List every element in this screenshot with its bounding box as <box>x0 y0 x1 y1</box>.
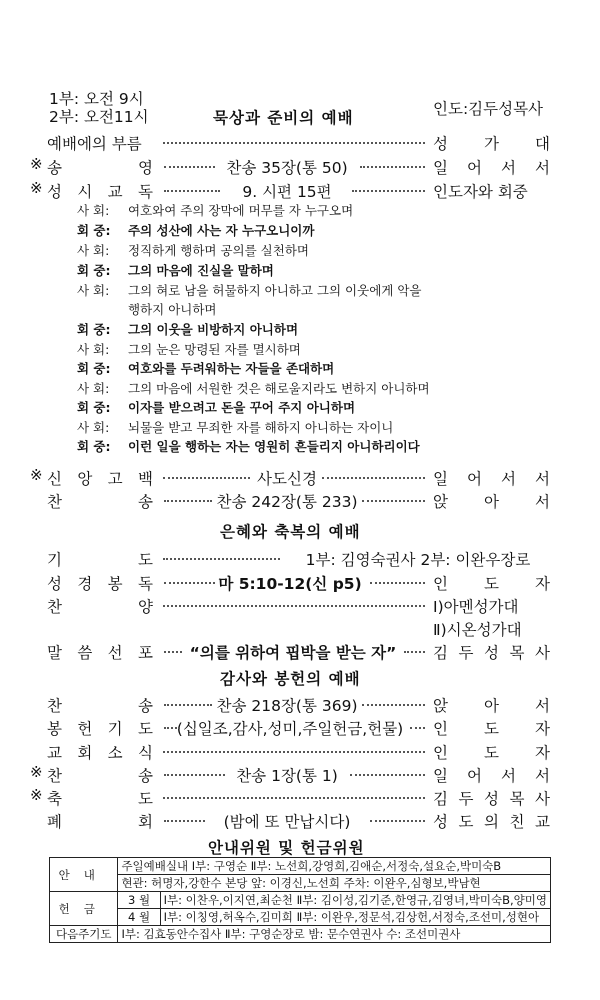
stand-mark: ※ <box>30 786 43 804</box>
table-row <box>50 892 551 909</box>
order-responsible: 일 어 서 서 <box>433 470 550 488</box>
service-time-1: 1부: 오전 9시 <box>49 90 144 108</box>
order-responsible: 성 도 의 친 교 <box>433 813 550 831</box>
litany-line: 행하지 아니하며 <box>128 302 217 317</box>
next-week-prayer-row: Ⅰ부: 김효동안수집사 Ⅱ부: 구영순장로 밤: 문수연권사 수: 조선미권사 <box>118 926 551 943</box>
leader-dots <box>362 704 425 706</box>
order-row <box>0 178 600 202</box>
order-content: 9. 시편 15편 <box>242 183 332 201</box>
order-label: 기 도 <box>47 551 153 569</box>
leader-dots <box>164 166 215 168</box>
leader-dots <box>404 651 425 653</box>
leader-dots <box>352 190 425 192</box>
leader-dots <box>370 820 425 822</box>
leader-dots <box>164 727 180 729</box>
litany-line: 여호와를 두려워하는 자들을 존대하며 <box>128 361 335 376</box>
litany-speaker: 회 중: <box>77 439 111 454</box>
order-label: 송 영 <box>47 159 153 177</box>
order-label: 교 회 소 식 <box>47 744 153 762</box>
order-row <box>0 808 600 832</box>
litany-line: 그의 이웃을 비방하지 아니하며 <box>128 322 299 337</box>
order-content: “의를 위하여 핍박을 받는 자” <box>189 644 397 662</box>
order-content: (십일조,감사,성미,주일헌금,헌물) <box>176 720 404 738</box>
litany-line: 이런 일을 행하는 자는 영원히 흔들리지 아니하리이다 <box>128 439 420 454</box>
order-label: 말 씀 선 포 <box>47 644 153 662</box>
stand-mark: ※ <box>30 155 43 173</box>
litany-speaker: 회 중: <box>77 322 111 337</box>
guide-label: 안내 <box>50 858 118 892</box>
leader-dots <box>360 166 425 168</box>
order-row <box>0 130 600 154</box>
order-row <box>0 715 600 739</box>
leader-dots <box>164 774 225 776</box>
order-row <box>0 639 600 663</box>
offering-label: 헌금 <box>50 892 118 926</box>
litany-speaker: 회 중: <box>77 361 111 376</box>
order-label: 폐 회 <box>47 813 153 831</box>
ushers-offering-table <box>49 857 551 943</box>
leader-dots <box>164 651 182 653</box>
order-label: 찬 송 <box>47 697 153 715</box>
order-responsible: 인도자와 회중 <box>433 183 528 201</box>
order-responsible: 성 가 대 <box>433 135 550 153</box>
litany-speaker: 사 회: <box>77 381 110 396</box>
order-responsible: 일 어 서 서 <box>433 767 550 785</box>
litany-speaker: 사 회: <box>77 243 110 258</box>
litany-speaker: 회 중: <box>77 400 111 415</box>
litany-line: 뇌물을 받고 무죄한 자를 해하지 아니하는 자이니 <box>128 420 394 435</box>
offering-month-1: 3 월 <box>118 892 160 909</box>
order-content: 사도신경 <box>257 470 317 488</box>
order-row <box>0 488 600 512</box>
section-title-meditation: 묵상과 준비의 예배 <box>213 109 354 127</box>
leader-dots <box>164 704 212 706</box>
leader-dots <box>350 774 425 776</box>
order-content: 1부: 김영숙권사 2부: 이완우장로 <box>305 551 531 569</box>
order-label: 성 경 봉 독 <box>47 575 153 593</box>
order-responsible: 일 어 서 서 <box>433 159 550 177</box>
order-row <box>0 570 600 594</box>
litany-speaker: 회 중: <box>77 263 111 278</box>
order-row <box>0 154 600 178</box>
order-label: 찬 송 <box>47 767 153 785</box>
litany-line: 주의 성산에 사는 자 누구오니이까 <box>128 223 315 238</box>
litany-line: 여호와여 주의 장막에 머무를 자 누구오며 <box>128 203 354 218</box>
litany-speaker: 사 회: <box>77 420 110 435</box>
order-label: 축 도 <box>47 790 153 808</box>
order-content: (밤에 또 만납시다) <box>223 813 351 831</box>
litany-line: 이자를 받으려고 돈을 꾸어 주지 아니하며 <box>128 400 356 415</box>
order-content: 찬송 242장(통 233) <box>216 493 358 511</box>
leader-dots <box>164 820 205 822</box>
next-week-prayer-label: 다음주기도 <box>50 926 118 943</box>
guide-row-1: 주일예배실내 Ⅰ부: 구영순 Ⅱ부: 노선희,강영희,김애순,서정숙,설요순,박미숙B <box>118 858 551 875</box>
order-label: 신 앙 고 백 <box>47 470 153 488</box>
order-responsible: Ⅱ)시온성가대 <box>433 621 522 639</box>
leader-dots <box>163 605 425 607</box>
leader-dots <box>163 477 250 479</box>
leader-dots <box>163 558 280 560</box>
order-row <box>0 465 600 489</box>
leader-dots <box>362 500 425 502</box>
order-row <box>0 739 600 763</box>
leader-dots <box>164 190 220 192</box>
leader-dots <box>163 142 425 144</box>
order-label: 찬 양 <box>47 598 153 616</box>
order-responsible: 앉 아 서 <box>433 697 550 715</box>
stand-mark: ※ <box>30 763 43 781</box>
order-row <box>0 762 600 786</box>
table-row <box>50 858 551 875</box>
order-label: 봉 헌 기 도 <box>47 720 153 738</box>
worship-leader: 인도:김두성목사 <box>433 100 544 118</box>
litany-line: 그의 눈은 망령된 자를 멸시하며 <box>128 342 301 357</box>
order-responsible: 인 도 자 <box>433 744 550 762</box>
leader-dots <box>164 582 215 584</box>
order-responsible: 인 도 자 <box>433 575 550 593</box>
litany-speaker: 사 회: <box>77 203 110 218</box>
table-row <box>50 926 551 943</box>
litany-line: 그의 혀로 남을 허물하지 아니하고 그의 이웃에게 악을 <box>128 283 422 298</box>
leader-dots <box>410 727 425 729</box>
stand-mark: ※ <box>30 466 43 484</box>
litany-line: 정직하게 행하며 공의를 실천하며 <box>128 243 309 258</box>
offering-row-1: Ⅰ부: 이찬우,이지연,최순천 Ⅱ부: 김이성,김기준,한영규,김영녀,박미숙B,양미영 <box>160 892 550 909</box>
stand-mark: ※ <box>30 179 43 197</box>
order-content: 찬송 1장(통 1) <box>236 767 338 785</box>
litany-line: 그의 마음에 서원한 것은 해로울지라도 변하지 아니하며 <box>128 381 430 396</box>
leader-dots <box>164 500 212 502</box>
order-responsible: 인 도 자 <box>433 720 550 738</box>
order-label: 예배에의 부름 <box>47 135 142 153</box>
order-responsible: 김 두 성 목 사 <box>433 644 550 662</box>
order-label: 성 시 교 독 <box>47 183 153 201</box>
order-content: 찬송 218장(통 369) <box>216 697 358 715</box>
litany-line: 그의 마음에 진실을 말하며 <box>128 263 274 278</box>
order-row <box>0 692 600 716</box>
litany-speaker: 사 회: <box>77 342 110 357</box>
section-title-grace: 은혜와 축복의 예배 <box>220 523 361 541</box>
litany-speaker: 사 회: <box>77 283 110 298</box>
leader-dots <box>322 477 425 479</box>
order-label: 찬 송 <box>47 493 153 511</box>
leader-dots <box>163 751 425 753</box>
order-content: 마 5:10-12(신 p5) <box>218 575 362 593</box>
order-content: 찬송 35장(통 50) <box>226 159 348 177</box>
offering-row-2: Ⅰ부: 이칭영,허옥수,김미희 Ⅱ부: 이완우,정문석,김상헌,서정숙,조선미,성현아 <box>160 909 550 926</box>
order-responsible: 김 두 성 목 사 <box>433 790 550 808</box>
order-responsible: 앉 아 서 <box>433 493 550 511</box>
table-row <box>50 909 551 926</box>
offering-month-2: 4 월 <box>118 909 160 926</box>
section-title-ushers: 안내위원 및 헌금위원 <box>208 839 365 857</box>
order-row <box>0 546 600 570</box>
guide-row-2: 현관: 허명자,강한수 본당 앞: 이경신,노선희 주차: 이완우,심형보,박남현 <box>118 875 551 892</box>
order-responsible: Ⅰ)아멘성가대 <box>433 598 519 616</box>
section-title-thanksgiving: 감사와 봉헌의 예배 <box>220 670 361 688</box>
litany-speaker: 회 중: <box>77 223 111 238</box>
leader-dots <box>370 582 425 584</box>
leader-dots <box>163 797 425 799</box>
order-row <box>0 616 600 640</box>
table-row <box>50 875 551 892</box>
order-row <box>0 593 600 617</box>
service-time-2: 2부: 오전11시 <box>49 108 149 126</box>
order-row <box>0 785 600 809</box>
